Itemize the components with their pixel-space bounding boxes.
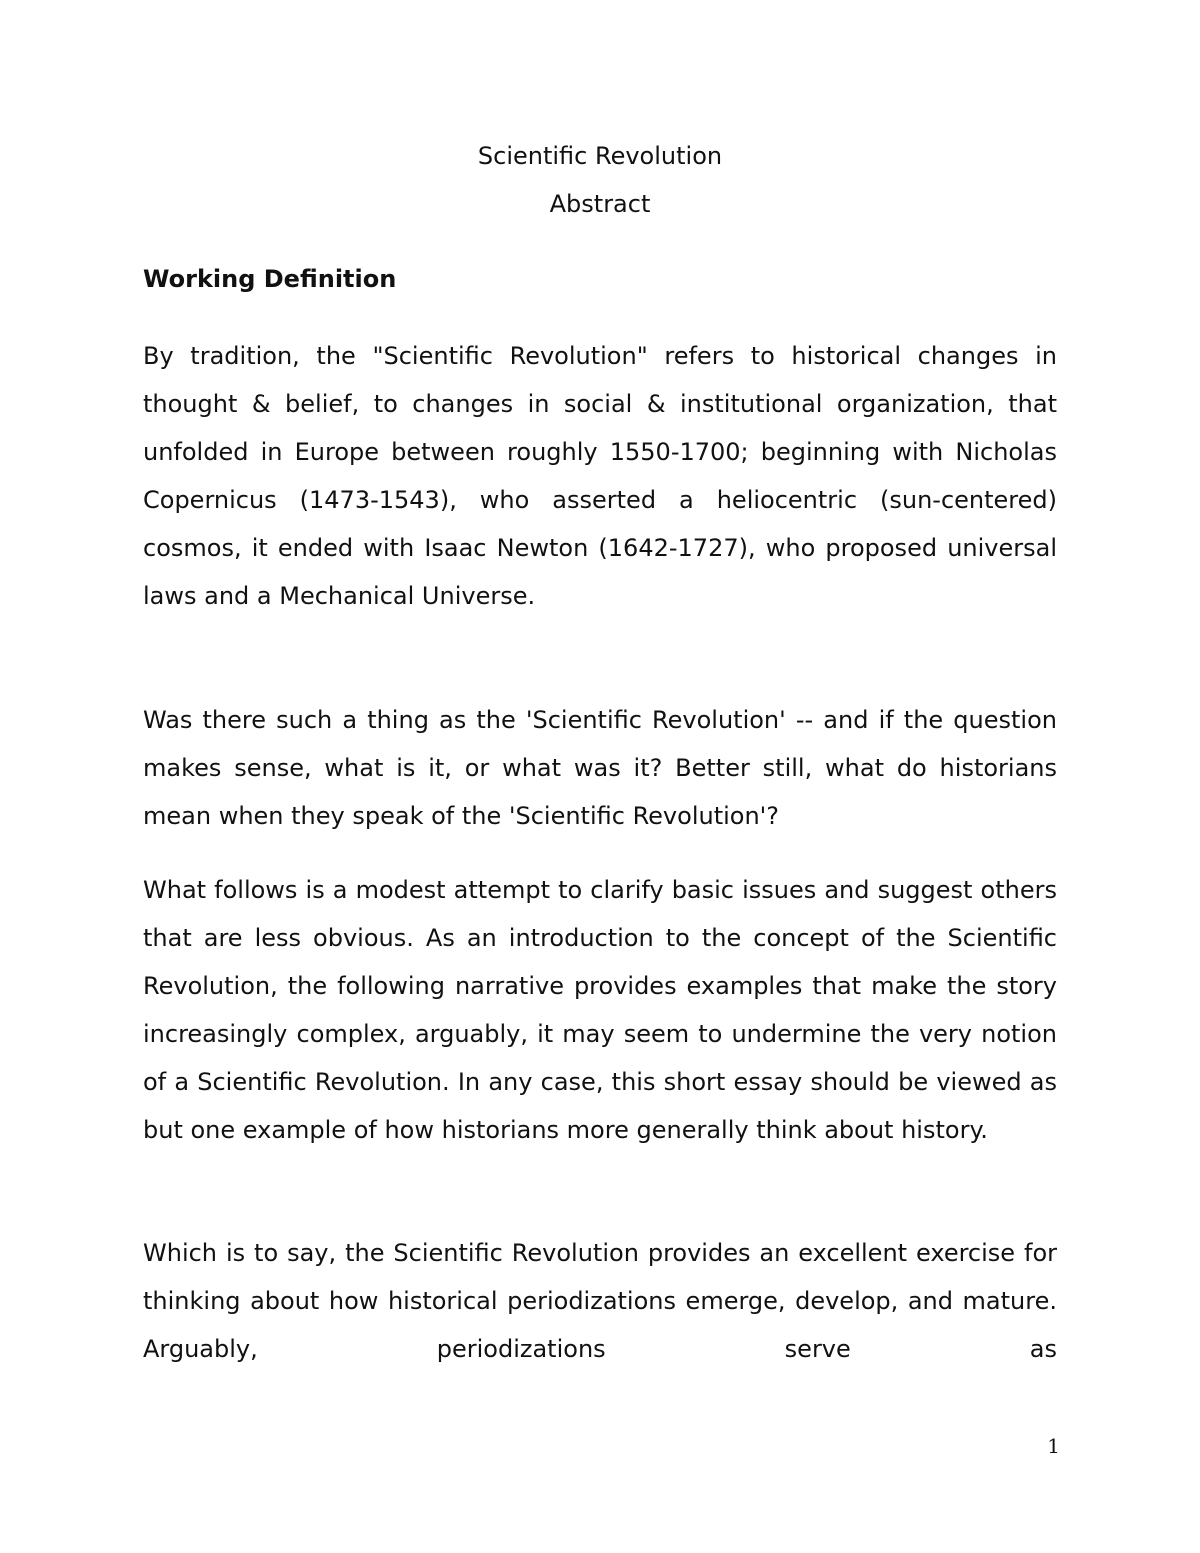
paragraph: Was there such a thing as the 'Scientific Revolution' -- and if the question makes sense, what is it, or what was it? Better still, what do historians mean when they speak of the 'Scientific Revolution'? xyxy=(143,706,1057,830)
paragraph: By tradition, the "Scientific Revolution" refers to historical changes in thought & belief, to changes in social & institutional organization, that unfolded in Europe between roughly 1550-1700; beginning with Nicholas Copernicus (1473-1543), who asserted a heliocentric (sun-centered) cosmos, it ended with Isaac Newton (1642-1727), who proposed universal laws and a Mechanical Universe. xyxy=(143,342,1057,610)
paragraph: What follows is a modest attempt to clarify basic issues and suggest others that are less obvious. As an introduction to the concept of the Scientific Revolution, the following narrative provides examples that make the story increasingly complex, arguably, it may seem to undermine the very notion of a Scientific Revolution. In any case, this short essay should be viewed as but one example of how historians more generally think about history. xyxy=(143,876,1057,1144)
document-title: Scientific Revolution xyxy=(477,142,723,170)
page-number: 1 xyxy=(1047,1434,1060,1458)
section-heading: Working Definition xyxy=(143,265,397,293)
document-subtitle: Abstract xyxy=(549,190,651,218)
paragraph: Which is to say, the Scientific Revolution provides an excellent exercise for thinking about how historical periodizations emerge, develop, and mature. Arguably, periodizations serve as xyxy=(143,1239,1057,1363)
